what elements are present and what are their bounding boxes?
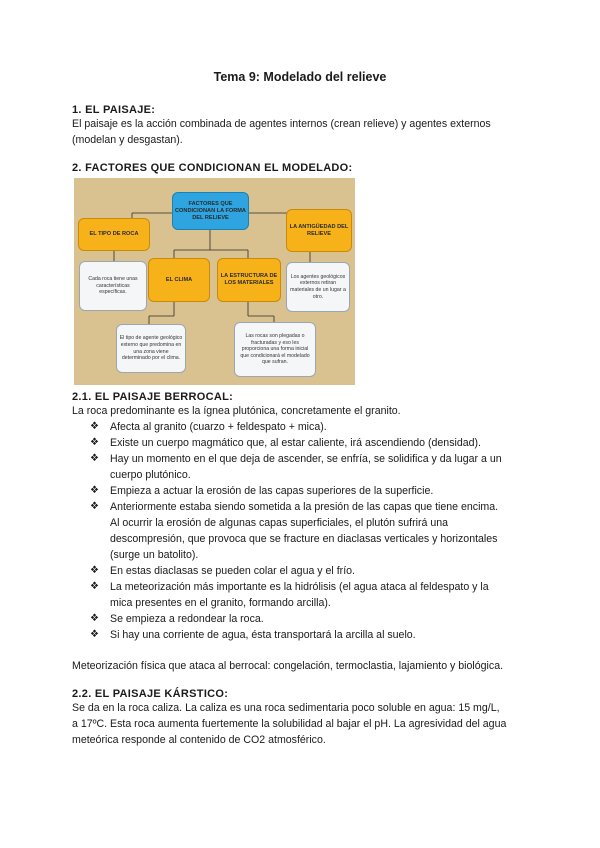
bullet-icon: ❖: [90, 613, 99, 624]
diagram-antiguedad-box: LA ANTIGÜEDAD DEL RELIEVE: [286, 209, 352, 252]
list-item: ❖ Hay un momento en el que deja de ascender, se enfría, se solidifica y da lugar a un cuerpo plutónico.: [90, 453, 502, 481]
paragraph-berrocal-intro: La roca predominante es la ígnea plutónica, concretamente el granito.: [72, 405, 401, 417]
bullet-icon: ❖: [90, 421, 99, 432]
list-item: ❖ La meteorización más importante es la hidrólisis (el agua ataca al feldespato y la mica presentes en el granito, formando arcilla).: [90, 581, 489, 609]
paragraph-paisaje-line1: El paisaje es la acción combinada de agentes internos (crean relieve) y agentes externos: [72, 118, 491, 130]
diagram-clima-desc: El tipo de agente geológico externo que predomina en una zona viene determinado por el clima.: [116, 324, 186, 373]
diagram-tipo-roca-box: EL TIPO DE ROCA: [78, 218, 150, 251]
paragraph-karstico-line3: meteórica responde al contenido de CO2 atmosférico.: [72, 734, 326, 746]
paragraph-karstico-line1: Se da en la roca caliza. La caliza es una roca sedimentaria poco soluble en agua: 15 mg/L,: [72, 702, 500, 714]
list-item: ❖ Anteriormente estaba siendo sometida a la presión de las capas que tiene encima. Al ocurrir la erosión de algunas capas superficiales, el plutón sufrirá una descompresión, que provoca que se fracture en diaclasas verticales y horizontales (surge un batolito).: [90, 501, 499, 561]
bullet-icon: ❖: [90, 453, 99, 464]
heading-karstico: 2.2. EL PAISAJE KÁRSTICO:: [72, 688, 229, 700]
diagram-center-box: FACTORES QUE CONDICIONAN LA FORMA DEL RELIEVE: [172, 192, 249, 230]
diagram-antiguedad-desc: Los agentes geológicos externos retiran materiales de un lugar a otro.: [286, 262, 350, 312]
bullet-icon: ❖: [90, 501, 99, 512]
diagram-estructura-box: LA ESTRUCTURA DE LOS MATERIALES: [217, 258, 281, 302]
list-item: ❖ En estas diaclasas se pueden colar el agua y el frío.: [90, 565, 355, 577]
heading-paisaje: 1. EL PAISAJE:: [72, 104, 156, 116]
page-title: Tema 9: Modelado del relieve: [213, 70, 387, 84]
list-item: ❖ Se empieza a redondear la roca.: [90, 613, 264, 625]
bullet-icon: ❖: [90, 581, 99, 592]
list-item: ❖ Afecta al granito (cuarzo + feldespato + mica).: [90, 421, 327, 433]
paragraph-karstico-line2: a 17ºC. Esta roca aumenta fuertemente la solubilidad al bajar el pH. La agresividad del agua: [72, 718, 507, 730]
paragraph-paisaje-line2: (modelan y desgastan).: [72, 134, 183, 146]
diagram-estructura-desc: Las rocas son plegadas o fracturadas y eso les proporciona una forma inicial que condicionará el modelado que sufran.: [234, 322, 316, 377]
heading-factores: 2. FACTORES QUE CONDICIONAN EL MODELADO:: [72, 162, 353, 174]
heading-berrocal: 2.1. EL PAISAJE BERROCAL:: [72, 391, 234, 403]
bullet-icon: ❖: [90, 629, 99, 640]
diagram-clima-box: EL CLIMA: [148, 258, 210, 302]
bullet-icon: ❖: [90, 565, 99, 576]
factors-diagram: [74, 178, 355, 385]
bullet-icon: ❖: [90, 485, 99, 496]
list-item: ❖ Si hay una corriente de agua, ésta transportará la arcilla al suelo.: [90, 629, 416, 641]
list-item: ❖ Empieza a actuar la erosión de las capas superiores de la superficie.: [90, 485, 434, 497]
list-item: ❖ Existe un cuerpo magmático que, al estar caliente, irá ascendiendo (densidad).: [90, 437, 481, 449]
bullet-icon: ❖: [90, 437, 99, 448]
diagram-tipo-roca-desc: Cada roca tiene unas características específicas.: [79, 261, 147, 311]
paragraph-meteorizacion-fisica: Meteorización física que ataca al berrocal: congelación, termoclastia, lajamiento y biológica.: [72, 660, 504, 672]
